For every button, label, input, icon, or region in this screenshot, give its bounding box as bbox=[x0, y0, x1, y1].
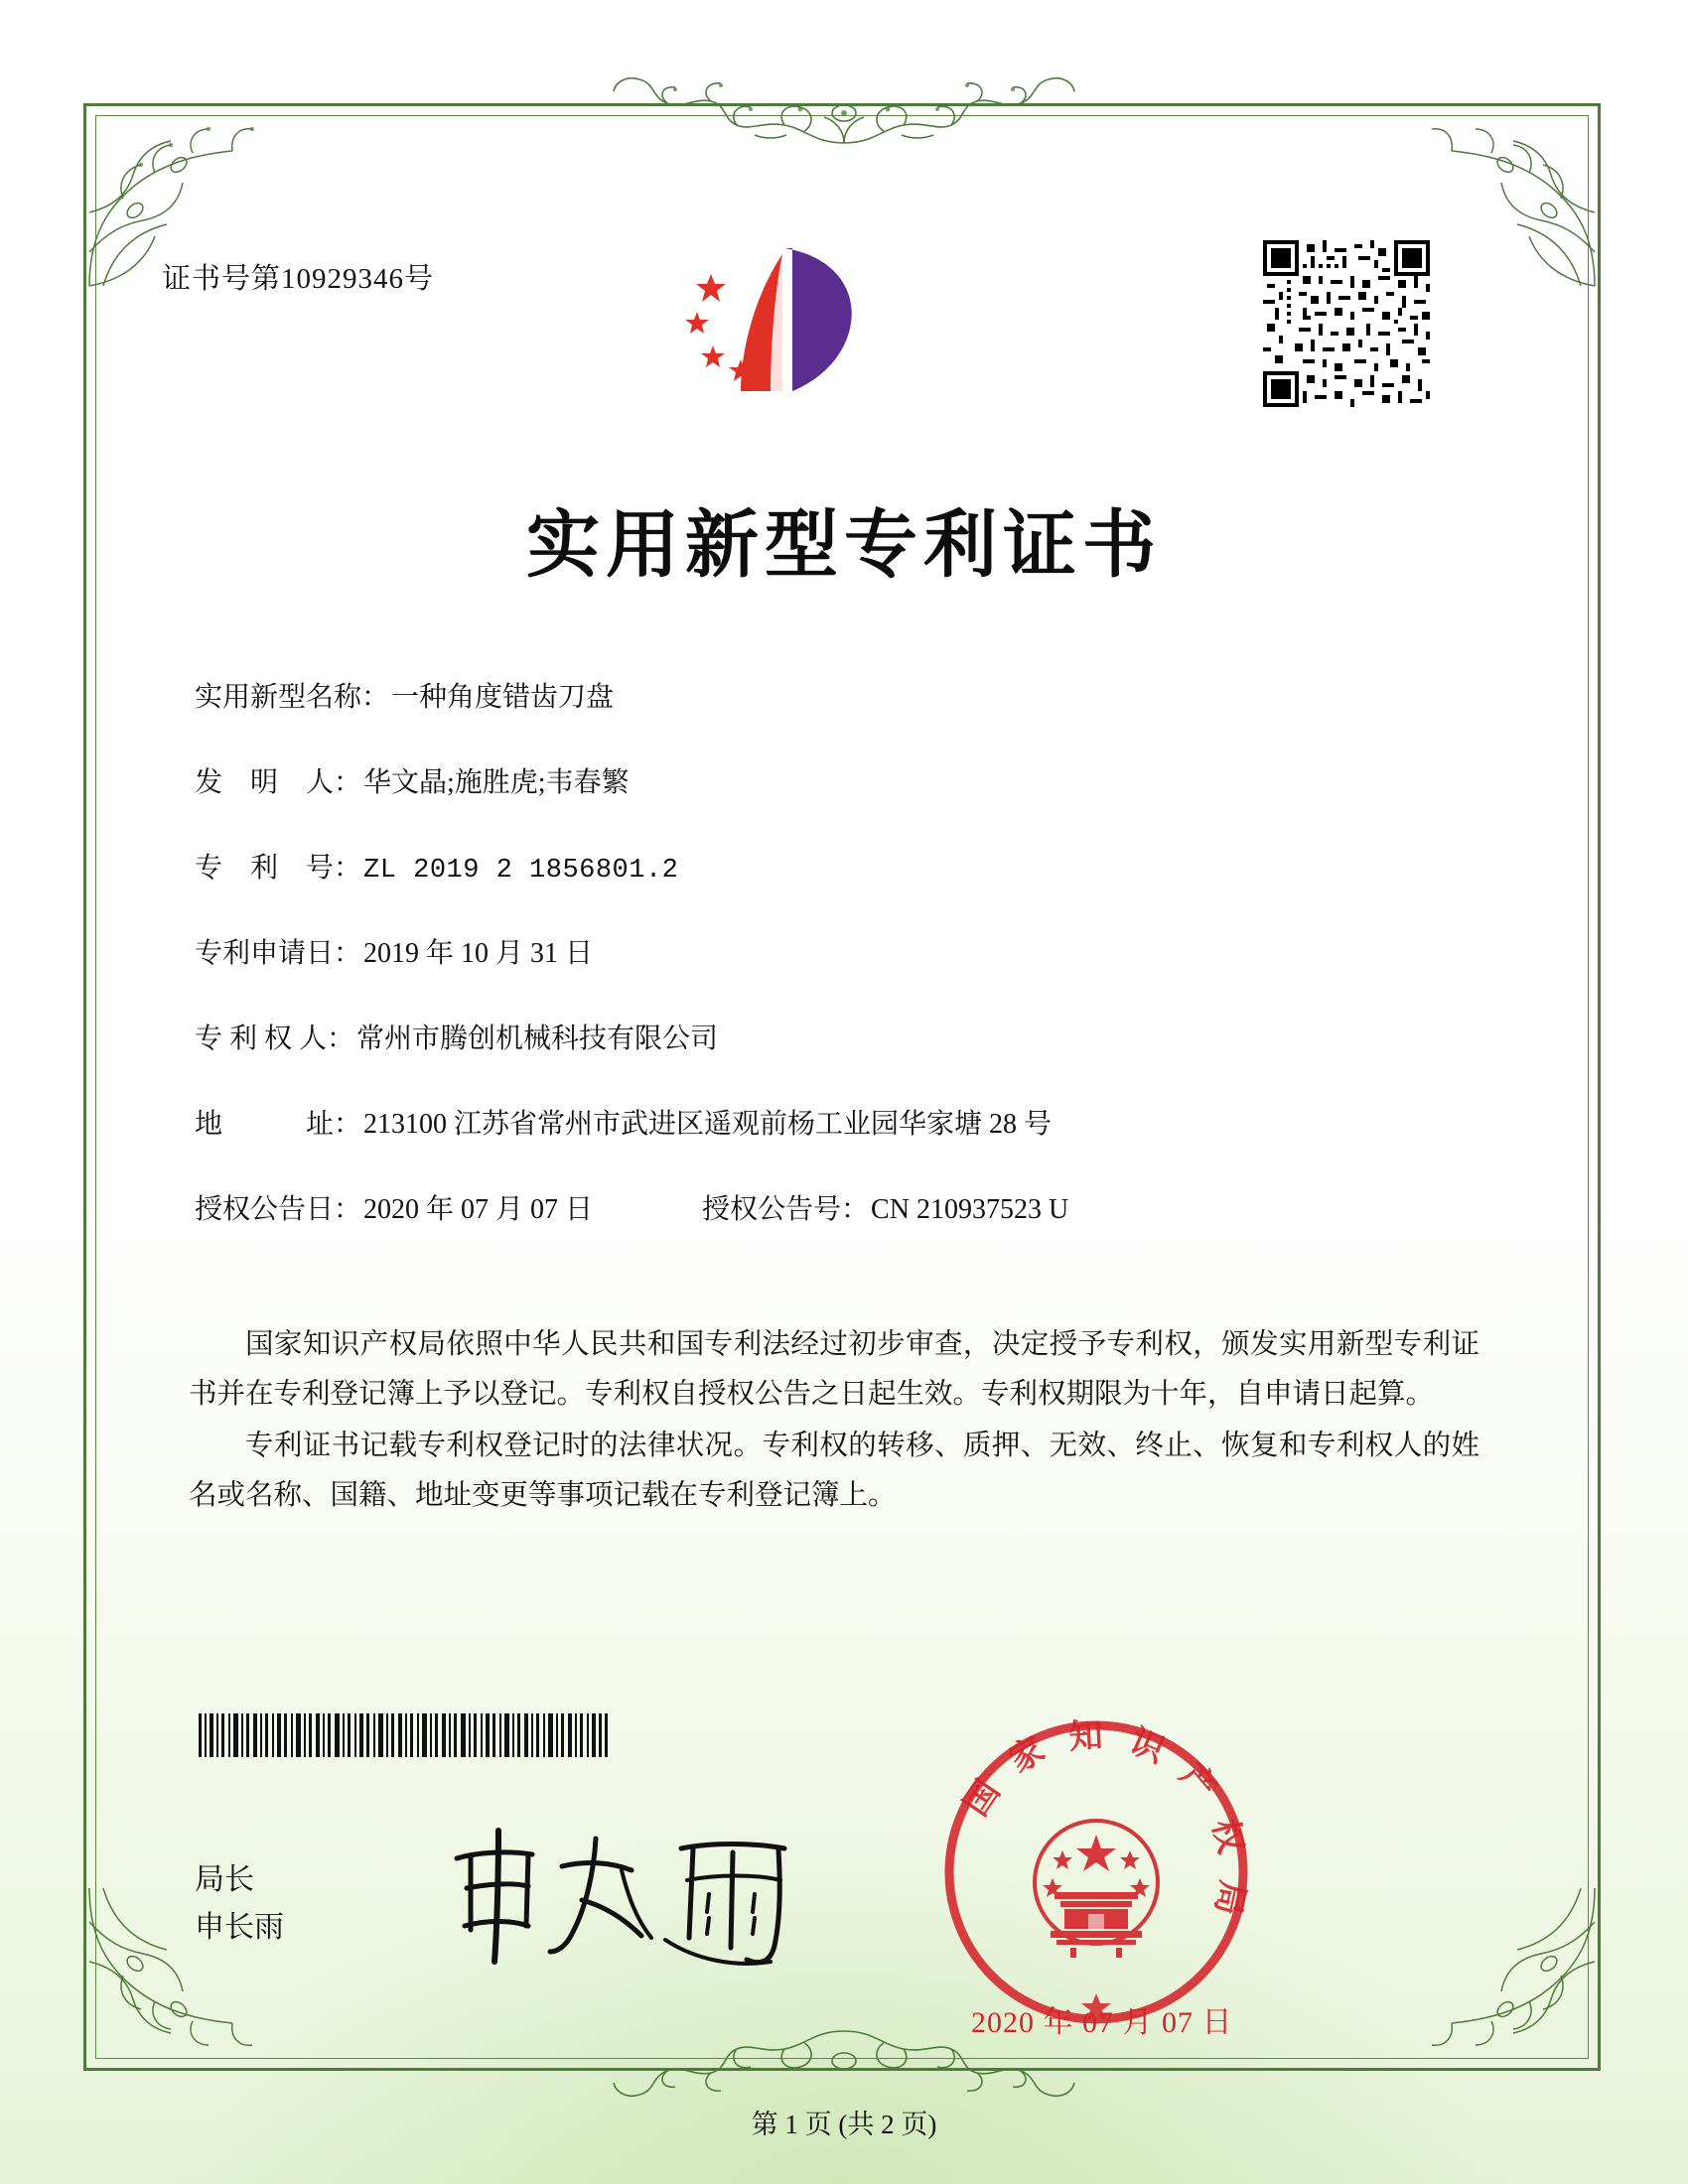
field-row bbox=[195, 675, 1476, 715]
field-label-address: 地 址： bbox=[195, 1109, 362, 1140]
field-row bbox=[195, 846, 1476, 886]
field-row bbox=[195, 1017, 1476, 1056]
field-list bbox=[195, 675, 1476, 1273]
cnipa-logo-icon bbox=[667, 230, 896, 419]
official-seal bbox=[921, 1698, 1271, 2047]
field-label-patent-number: 专 利 号： bbox=[195, 853, 362, 884]
field-row bbox=[195, 760, 1476, 800]
legal-text-block bbox=[189, 1320, 1479, 1523]
seal-date: 2020 年 07 月 07 日 bbox=[971, 2006, 1233, 2039]
legal-paragraph-1: 国家知识产权局依照中华人民共和国专利法经过初步审查，决定授予专利权，颁发实用新型专利证书并在专利登记簿上予以登记。专利权自授权公告之日起生效。专利权期限为十年，自申请日起算。 bbox=[189, 1329, 1479, 1410]
field-value-application-date: 2019 年 10 月 31 日 bbox=[363, 938, 594, 969]
barcode bbox=[199, 1713, 608, 1757]
field-value-inventors: 华文晶;施胜虎;韦春繁 bbox=[363, 767, 630, 798]
director-name-label: 申长雨 bbox=[195, 1911, 284, 1944]
field-label-inventors: 发 明 人： bbox=[195, 767, 362, 798]
field-value-address: 213100 江苏省常州市武进区遥观前杨工业园华家塘 28 号 bbox=[363, 1109, 1053, 1140]
qr-code-icon bbox=[1259, 236, 1434, 411]
grant-row bbox=[195, 1187, 1476, 1227]
director-title-label: 局长 bbox=[195, 1863, 254, 1896]
field-label-grant-number: 授权公告号： bbox=[702, 1194, 870, 1225]
field-value-patentee: 常州市腾创机械科技有限公司 bbox=[356, 1024, 719, 1054]
field-value-patent-number: ZL 2019 2 1856801.2 bbox=[363, 856, 679, 886]
legal-paragraph-2: 专利证书记载专利权登记时的法律状况。专利权的转移、质押、无效、终止、恢复和专利权人的姓名或名称、国籍、地址变更等事项记载在专利登记簿上。 bbox=[189, 1431, 1479, 1511]
svg-text:国 家 知 识 产 权 局: 国 家 知 识 产 权 局 bbox=[956, 1715, 1253, 1925]
field-label-grant-date: 授权公告日： bbox=[195, 1194, 362, 1225]
field-row bbox=[195, 931, 1476, 971]
certificate-number: 证书号第10929346号 bbox=[162, 263, 435, 295]
field-value-grant-number: CN 210937523 U bbox=[871, 1194, 1069, 1225]
field-label-utility-model-name: 实用新型名称： bbox=[195, 682, 390, 713]
field-value-utility-model-name: 一种角度错齿刀盘 bbox=[391, 682, 615, 713]
field-label-application-date: 专利申请日： bbox=[195, 938, 362, 969]
field-value-grant-date: 2020 年 07 月 07 日 bbox=[363, 1194, 594, 1225]
page-footer: 第 1 页 (共 2 页) bbox=[751, 2110, 937, 2139]
handwritten-signature bbox=[437, 1823, 814, 1972]
field-label-patentee: 专 利 权 人： bbox=[195, 1024, 355, 1054]
signature-labels bbox=[195, 1856, 284, 1952]
page-title: 实用新型专利证书 bbox=[526, 502, 1162, 588]
field-row bbox=[195, 1102, 1476, 1142]
